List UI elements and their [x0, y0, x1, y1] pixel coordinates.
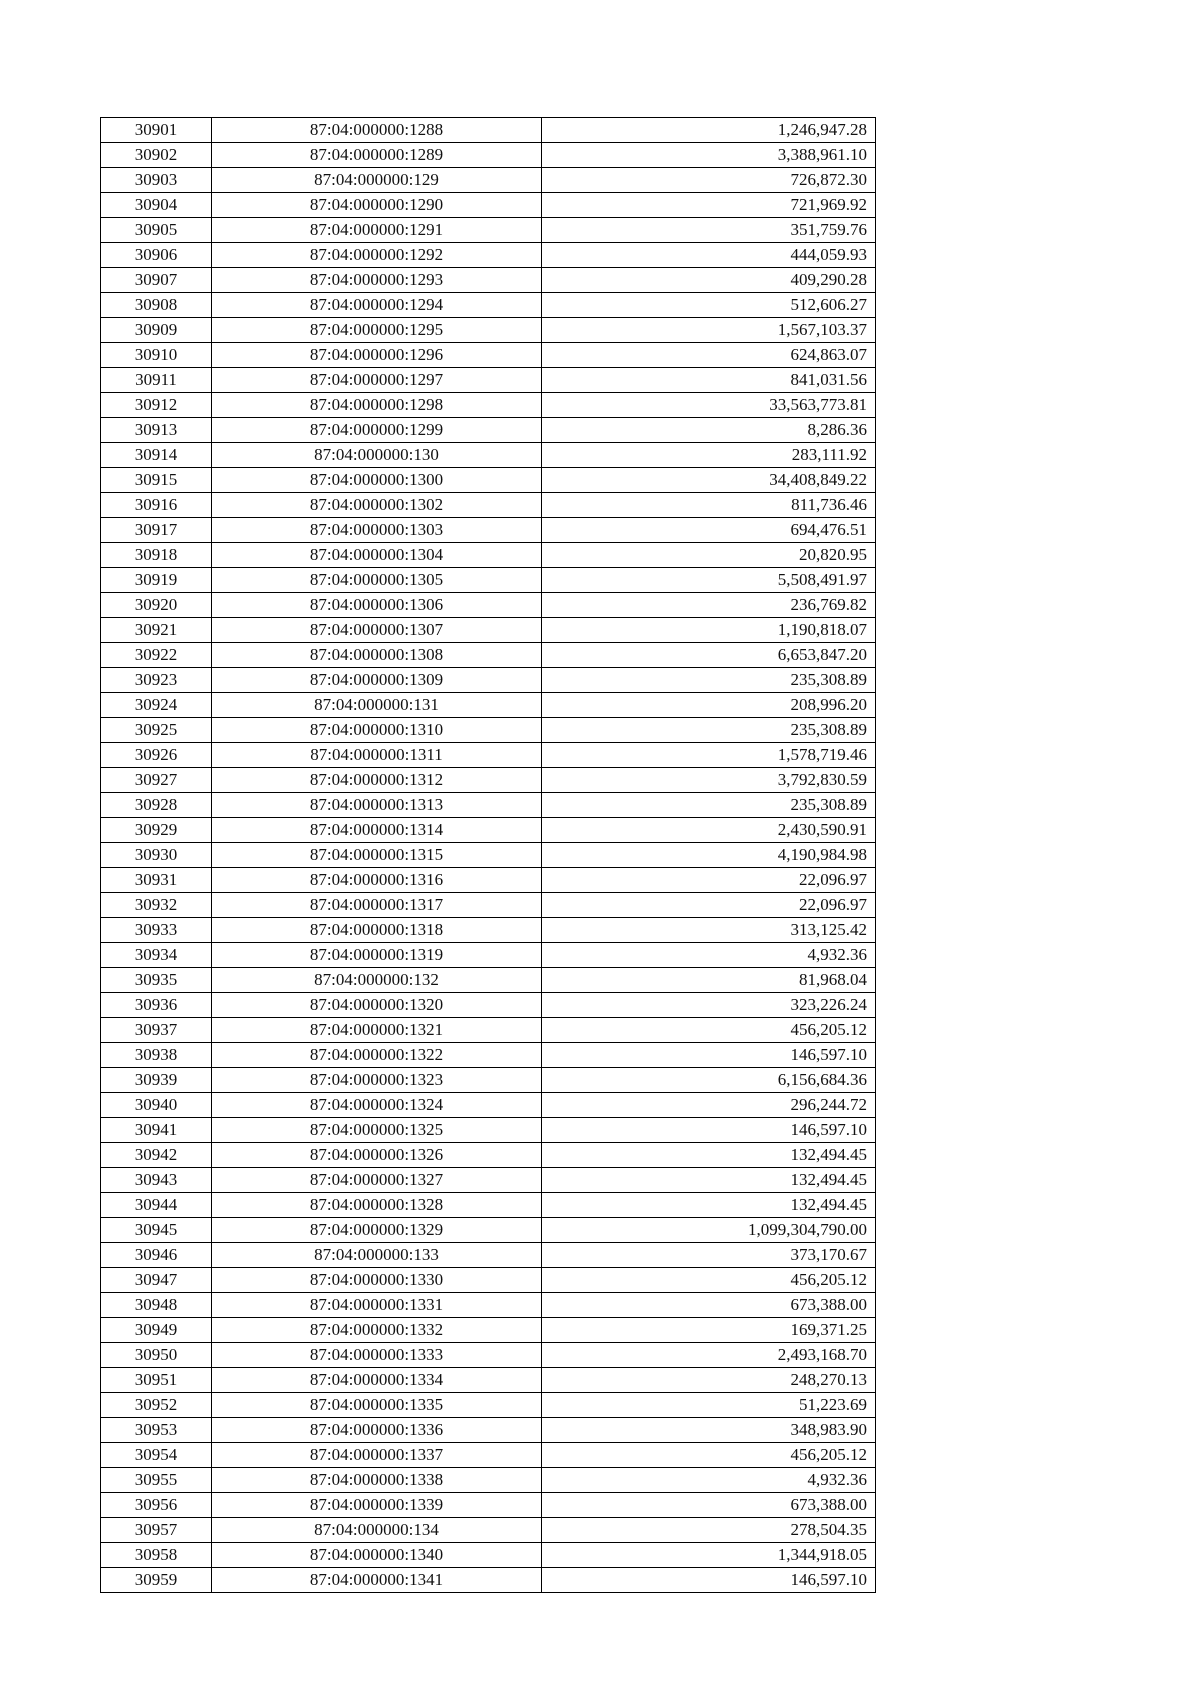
- cadastral-number-cell: 87:04:000000:1321: [212, 1018, 542, 1043]
- value-cell: 348,983.90: [542, 1418, 876, 1443]
- table-row: [101, 393, 876, 418]
- cadastral-number-cell: 87:04:000000:1295: [212, 318, 542, 343]
- table-row: [101, 818, 876, 843]
- value-cell: 456,205.12: [542, 1268, 876, 1293]
- table-row: [101, 193, 876, 218]
- row-number-cell: 30949: [101, 1318, 212, 1343]
- value-cell: 313,125.42: [542, 918, 876, 943]
- value-cell: 811,736.46: [542, 493, 876, 518]
- row-number-cell: 30928: [101, 793, 212, 818]
- table-row: [101, 343, 876, 368]
- row-number-cell: 30958: [101, 1543, 212, 1568]
- table-row: [101, 1368, 876, 1393]
- table-row: [101, 668, 876, 693]
- row-number-cell: 30921: [101, 618, 212, 643]
- value-cell: 1,344,918.05: [542, 1543, 876, 1568]
- cadastral-number-cell: 87:04:000000:1322: [212, 1043, 542, 1068]
- row-number-cell: 30934: [101, 943, 212, 968]
- cadastral-number-cell: 87:04:000000:1290: [212, 193, 542, 218]
- cadastral-number-cell: 87:04:000000:1319: [212, 943, 542, 968]
- cadastral-number-cell: 87:04:000000:1327: [212, 1168, 542, 1193]
- cadastral-number-cell: 87:04:000000:1316: [212, 868, 542, 893]
- value-cell: 20,820.95: [542, 543, 876, 568]
- value-cell: 236,769.82: [542, 593, 876, 618]
- table-row: [101, 318, 876, 343]
- cadastral-number-cell: 87:04:000000:1294: [212, 293, 542, 318]
- table-row: [101, 1043, 876, 1068]
- table-row: [101, 1393, 876, 1418]
- cadastral-number-cell: 87:04:000000:1315: [212, 843, 542, 868]
- data-table: [100, 117, 876, 1593]
- row-number-cell: 30954: [101, 1443, 212, 1468]
- row-number-cell: 30946: [101, 1243, 212, 1268]
- row-number-cell: 30939: [101, 1068, 212, 1093]
- table-row: [101, 1543, 876, 1568]
- table-row: [101, 1218, 876, 1243]
- table-row: [101, 718, 876, 743]
- row-number-cell: 30915: [101, 468, 212, 493]
- table-row: [101, 993, 876, 1018]
- table-row: [101, 843, 876, 868]
- table-row: [101, 968, 876, 993]
- value-cell: 6,653,847.20: [542, 643, 876, 668]
- cadastral-number-cell: 87:04:000000:1288: [212, 118, 542, 143]
- value-cell: 4,932.36: [542, 1468, 876, 1493]
- value-cell: 694,476.51: [542, 518, 876, 543]
- value-cell: 235,308.89: [542, 668, 876, 693]
- value-cell: 512,606.27: [542, 293, 876, 318]
- value-cell: 6,156,684.36: [542, 1068, 876, 1093]
- value-cell: 726,872.30: [542, 168, 876, 193]
- row-number-cell: 30929: [101, 818, 212, 843]
- cadastral-number-cell: 87:04:000000:1311: [212, 743, 542, 768]
- value-cell: 132,494.45: [542, 1193, 876, 1218]
- table-row: [101, 693, 876, 718]
- value-cell: 373,170.67: [542, 1243, 876, 1268]
- value-cell: 409,290.28: [542, 268, 876, 293]
- row-number-cell: 30957: [101, 1518, 212, 1543]
- row-number-cell: 30923: [101, 668, 212, 693]
- cadastral-number-cell: 87:04:000000:1323: [212, 1068, 542, 1093]
- table-row: [101, 218, 876, 243]
- row-number-cell: 30944: [101, 1193, 212, 1218]
- table-row: [101, 918, 876, 943]
- row-number-cell: 30948: [101, 1293, 212, 1318]
- table-row: [101, 593, 876, 618]
- cadastral-number-cell: 87:04:000000:1289: [212, 143, 542, 168]
- table-row: [101, 443, 876, 468]
- table-row: [101, 868, 876, 893]
- value-cell: 1,099,304,790.00: [542, 1218, 876, 1243]
- cadastral-number-cell: 87:04:000000:1312: [212, 768, 542, 793]
- value-cell: 34,408,849.22: [542, 468, 876, 493]
- row-number-cell: 30906: [101, 243, 212, 268]
- table-row: [101, 943, 876, 968]
- value-cell: 146,597.10: [542, 1118, 876, 1143]
- table-row: [101, 1568, 876, 1593]
- cadastral-number-cell: 87:04:000000:1297: [212, 368, 542, 393]
- value-cell: 169,371.25: [542, 1318, 876, 1343]
- cadastral-number-cell: 87:04:000000:1313: [212, 793, 542, 818]
- cadastral-number-cell: 87:04:000000:1340: [212, 1543, 542, 1568]
- table-row: [101, 1293, 876, 1318]
- cadastral-number-cell: 87:04:000000:133: [212, 1243, 542, 1268]
- row-number-cell: 30927: [101, 768, 212, 793]
- row-number-cell: 30916: [101, 493, 212, 518]
- cadastral-number-cell: 87:04:000000:1333: [212, 1343, 542, 1368]
- row-number-cell: 30909: [101, 318, 212, 343]
- cadastral-number-cell: 87:04:000000:134: [212, 1518, 542, 1543]
- value-cell: 1,190,818.07: [542, 618, 876, 643]
- row-number-cell: 30952: [101, 1393, 212, 1418]
- table-row: [101, 643, 876, 668]
- row-number-cell: 30917: [101, 518, 212, 543]
- table-row: [101, 1093, 876, 1118]
- row-number-cell: 30919: [101, 568, 212, 593]
- value-cell: 235,308.89: [542, 718, 876, 743]
- cadastral-number-cell: 87:04:000000:1299: [212, 418, 542, 443]
- cadastral-number-cell: 87:04:000000:1303: [212, 518, 542, 543]
- cadastral-number-cell: 87:04:000000:1336: [212, 1418, 542, 1443]
- row-number-cell: 30908: [101, 293, 212, 318]
- value-cell: 278,504.35: [542, 1518, 876, 1543]
- value-cell: 235,308.89: [542, 793, 876, 818]
- row-number-cell: 30937: [101, 1018, 212, 1043]
- row-number-cell: 30914: [101, 443, 212, 468]
- cadastral-number-cell: 87:04:000000:1314: [212, 818, 542, 843]
- cadastral-number-cell: 87:04:000000:1305: [212, 568, 542, 593]
- table-row: [101, 893, 876, 918]
- cadastral-number-cell: 87:04:000000:1298: [212, 393, 542, 418]
- value-cell: 22,096.97: [542, 868, 876, 893]
- table-row: [101, 1068, 876, 1093]
- cadastral-number-cell: 87:04:000000:1296: [212, 343, 542, 368]
- cadastral-number-cell: 87:04:000000:1338: [212, 1468, 542, 1493]
- row-number-cell: 30924: [101, 693, 212, 718]
- row-number-cell: 30907: [101, 268, 212, 293]
- table-row: [101, 568, 876, 593]
- row-number-cell: 30901: [101, 118, 212, 143]
- table-row: [101, 1143, 876, 1168]
- value-cell: 2,493,168.70: [542, 1343, 876, 1368]
- row-number-cell: 30943: [101, 1168, 212, 1193]
- table-row: [101, 618, 876, 643]
- value-cell: 283,111.92: [542, 443, 876, 468]
- table-row: [101, 768, 876, 793]
- row-number-cell: 30912: [101, 393, 212, 418]
- cadastral-number-cell: 87:04:000000:1306: [212, 593, 542, 618]
- value-cell: 4,190,984.98: [542, 843, 876, 868]
- cadastral-number-cell: 87:04:000000:1310: [212, 718, 542, 743]
- cadastral-number-cell: 87:04:000000:1335: [212, 1393, 542, 1418]
- row-number-cell: 30910: [101, 343, 212, 368]
- row-number-cell: 30925: [101, 718, 212, 743]
- cadastral-number-cell: 87:04:000000:131: [212, 693, 542, 718]
- table-row: [101, 1468, 876, 1493]
- table-row: [101, 743, 876, 768]
- value-cell: 132,494.45: [542, 1168, 876, 1193]
- row-number-cell: 30953: [101, 1418, 212, 1443]
- cadastral-number-cell: 87:04:000000:1304: [212, 543, 542, 568]
- table-row: [101, 1168, 876, 1193]
- row-number-cell: 30902: [101, 143, 212, 168]
- cadastral-number-cell: 87:04:000000:1331: [212, 1293, 542, 1318]
- value-cell: 673,388.00: [542, 1493, 876, 1518]
- row-number-cell: 30942: [101, 1143, 212, 1168]
- table-row: [101, 1518, 876, 1543]
- table-row: [101, 118, 876, 143]
- cadastral-number-cell: 87:04:000000:1325: [212, 1118, 542, 1143]
- cadastral-number-cell: 87:04:000000:1291: [212, 218, 542, 243]
- value-cell: 3,388,961.10: [542, 143, 876, 168]
- value-cell: 81,968.04: [542, 968, 876, 993]
- table-row: [101, 493, 876, 518]
- row-number-cell: 30955: [101, 1468, 212, 1493]
- table-row: [101, 518, 876, 543]
- cadastral-number-cell: 87:04:000000:1309: [212, 668, 542, 693]
- row-number-cell: 30918: [101, 543, 212, 568]
- value-cell: 1,578,719.46: [542, 743, 876, 768]
- table-row: [101, 1418, 876, 1443]
- row-number-cell: 30903: [101, 168, 212, 193]
- value-cell: 624,863.07: [542, 343, 876, 368]
- row-number-cell: 30922: [101, 643, 212, 668]
- table-row: [101, 468, 876, 493]
- value-cell: 1,246,947.28: [542, 118, 876, 143]
- table-row: [101, 268, 876, 293]
- table-row: [101, 418, 876, 443]
- table-row: [101, 1193, 876, 1218]
- value-cell: 5,508,491.97: [542, 568, 876, 593]
- cadastral-number-cell: 87:04:000000:1307: [212, 618, 542, 643]
- row-number-cell: 30913: [101, 418, 212, 443]
- table-row: [101, 1268, 876, 1293]
- row-number-cell: 30941: [101, 1118, 212, 1143]
- row-number-cell: 30956: [101, 1493, 212, 1518]
- value-cell: 248,270.13: [542, 1368, 876, 1393]
- value-cell: 4,932.36: [542, 943, 876, 968]
- value-cell: 456,205.12: [542, 1018, 876, 1043]
- value-cell: 721,969.92: [542, 193, 876, 218]
- row-number-cell: 30911: [101, 368, 212, 393]
- row-number-cell: 30936: [101, 993, 212, 1018]
- cadastral-number-cell: 87:04:000000:1326: [212, 1143, 542, 1168]
- table-row: [101, 793, 876, 818]
- table-row: [101, 168, 876, 193]
- row-number-cell: 30930: [101, 843, 212, 868]
- table-row: [101, 293, 876, 318]
- row-number-cell: 30926: [101, 743, 212, 768]
- value-cell: 2,430,590.91: [542, 818, 876, 843]
- value-cell: 8,286.36: [542, 418, 876, 443]
- cadastral-number-cell: 87:04:000000:1334: [212, 1368, 542, 1393]
- cadastral-number-cell: 87:04:000000:129: [212, 168, 542, 193]
- cadastral-number-cell: 87:04:000000:1292: [212, 243, 542, 268]
- row-number-cell: 30947: [101, 1268, 212, 1293]
- value-cell: 208,996.20: [542, 693, 876, 718]
- value-cell: 3,792,830.59: [542, 768, 876, 793]
- table-row: [101, 1018, 876, 1043]
- table-row: [101, 1318, 876, 1343]
- row-number-cell: 30920: [101, 593, 212, 618]
- cadastral-number-cell: 87:04:000000:1328: [212, 1193, 542, 1218]
- row-number-cell: 30904: [101, 193, 212, 218]
- table-row: [101, 1443, 876, 1468]
- table-row: [101, 1118, 876, 1143]
- row-number-cell: 30951: [101, 1368, 212, 1393]
- cadastral-number-cell: 87:04:000000:1317: [212, 893, 542, 918]
- cadastral-number-cell: 87:04:000000:1324: [212, 1093, 542, 1118]
- table-row: [101, 543, 876, 568]
- value-cell: 51,223.69: [542, 1393, 876, 1418]
- row-number-cell: 30931: [101, 868, 212, 893]
- cadastral-number-cell: 87:04:000000:1341: [212, 1568, 542, 1593]
- table-row: [101, 1243, 876, 1268]
- value-cell: 146,597.10: [542, 1568, 876, 1593]
- table-row: [101, 143, 876, 168]
- table-row: [101, 1493, 876, 1518]
- cadastral-number-cell: 87:04:000000:1339: [212, 1493, 542, 1518]
- value-cell: 323,226.24: [542, 993, 876, 1018]
- table-row: [101, 243, 876, 268]
- table-row: [101, 368, 876, 393]
- row-number-cell: 30940: [101, 1093, 212, 1118]
- cadastral-number-cell: 87:04:000000:132: [212, 968, 542, 993]
- value-cell: 456,205.12: [542, 1443, 876, 1468]
- cadastral-number-cell: 87:04:000000:1302: [212, 493, 542, 518]
- row-number-cell: 30932: [101, 893, 212, 918]
- cadastral-number-cell: 87:04:000000:1320: [212, 993, 542, 1018]
- value-cell: 146,597.10: [542, 1043, 876, 1068]
- value-cell: 296,244.72: [542, 1093, 876, 1118]
- value-cell: 22,096.97: [542, 893, 876, 918]
- cadastral-number-cell: 87:04:000000:130: [212, 443, 542, 468]
- value-cell: 351,759.76: [542, 218, 876, 243]
- table-row: [101, 1343, 876, 1368]
- cadastral-number-cell: 87:04:000000:1300: [212, 468, 542, 493]
- cadastral-number-cell: 87:04:000000:1293: [212, 268, 542, 293]
- row-number-cell: 30933: [101, 918, 212, 943]
- cadastral-number-cell: 87:04:000000:1308: [212, 643, 542, 668]
- row-number-cell: 30950: [101, 1343, 212, 1368]
- value-cell: 132,494.45: [542, 1143, 876, 1168]
- cadastral-number-cell: 87:04:000000:1337: [212, 1443, 542, 1468]
- row-number-cell: 30905: [101, 218, 212, 243]
- cadastral-number-cell: 87:04:000000:1330: [212, 1268, 542, 1293]
- value-cell: 444,059.93: [542, 243, 876, 268]
- row-number-cell: 30945: [101, 1218, 212, 1243]
- row-number-cell: 30935: [101, 968, 212, 993]
- value-cell: 841,031.56: [542, 368, 876, 393]
- value-cell: 33,563,773.81: [542, 393, 876, 418]
- row-number-cell: 30938: [101, 1043, 212, 1068]
- value-cell: 1,567,103.37: [542, 318, 876, 343]
- cadastral-number-cell: 87:04:000000:1318: [212, 918, 542, 943]
- value-cell: 673,388.00: [542, 1293, 876, 1318]
- row-number-cell: 30959: [101, 1568, 212, 1593]
- cadastral-number-cell: 87:04:000000:1332: [212, 1318, 542, 1343]
- cadastral-number-cell: 87:04:000000:1329: [212, 1218, 542, 1243]
- table-body: [101, 118, 876, 1593]
